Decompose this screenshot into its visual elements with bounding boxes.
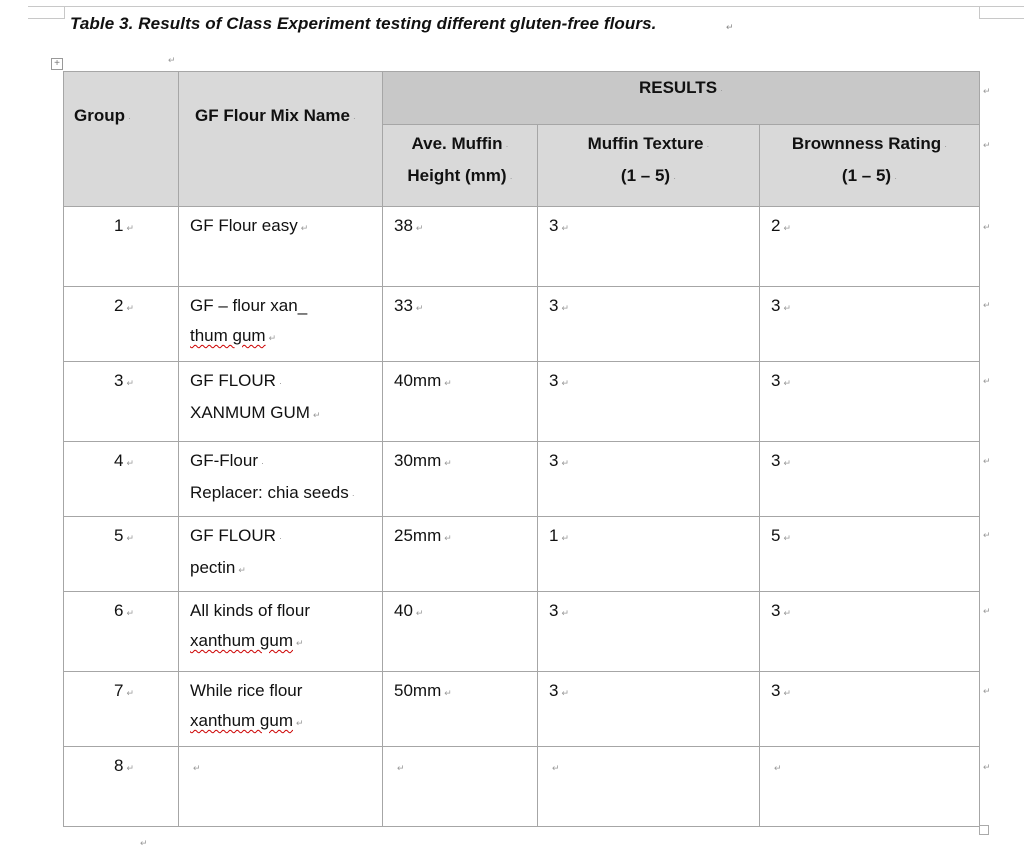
cell-height[interactable]: 38 ↵ bbox=[383, 207, 538, 287]
table-row bbox=[64, 592, 980, 672]
cell-texture-value: 3 bbox=[549, 216, 559, 235]
cell-group-value: 3 bbox=[113, 371, 124, 390]
cell-texture[interactable]: ↵ bbox=[538, 747, 760, 827]
row-end-mark-icon: ↵ bbox=[983, 762, 991, 772]
cell-name-line2: thum gum bbox=[190, 326, 266, 345]
cell-brownness[interactable]: 3 ↵ bbox=[760, 287, 980, 362]
cell-height[interactable]: 33 ↵ bbox=[383, 287, 538, 362]
header-group[interactable]: Group · bbox=[64, 72, 179, 207]
cell-group[interactable]: 6 ↵ bbox=[64, 592, 179, 672]
cell-name-line2: XANMUM GUM bbox=[190, 403, 310, 422]
cell-brownness-value: 3 bbox=[771, 681, 781, 700]
table-row bbox=[64, 207, 980, 287]
cell-name-line1: While rice flour bbox=[190, 681, 303, 700]
row-end-mark-icon: ↵ bbox=[983, 86, 991, 96]
header-texture[interactable]: Muffin Texture · (1 – 5) · bbox=[538, 125, 760, 207]
cell-texture-value: 3 bbox=[549, 451, 559, 470]
cell-name-line2: xanthum gum bbox=[190, 631, 293, 650]
table-resize-handle-icon[interactable] bbox=[979, 825, 989, 835]
cell-flour-name[interactable]: ↵ bbox=[179, 747, 383, 827]
table-row bbox=[64, 287, 980, 362]
cell-brownness-value: 2 bbox=[771, 216, 781, 235]
row-end-mark-icon: ↵ bbox=[983, 222, 991, 232]
cell-height[interactable]: 40mm ↵ bbox=[383, 362, 538, 442]
row-end-mark-icon: ↵ bbox=[983, 606, 991, 616]
cell-brownness[interactable]: 3 ↵ bbox=[760, 362, 980, 442]
header-group-label: Group bbox=[74, 106, 125, 125]
header-height[interactable]: Ave. Muffin · Height (mm) · bbox=[383, 125, 538, 207]
header-flour-name-label: GF Flour Mix Name bbox=[195, 106, 350, 125]
table-move-handle-icon[interactable]: + bbox=[51, 58, 63, 70]
cell-texture-value: 3 bbox=[549, 296, 559, 315]
paragraph-mark-icon: ↵ bbox=[140, 838, 148, 848]
cell-texture-value: 3 bbox=[549, 371, 559, 390]
header-height-line1: Ave. Muffin bbox=[411, 134, 503, 153]
cell-name-line1: GF Flour easy bbox=[190, 216, 298, 235]
cell-height[interactable]: 25mm ↵ bbox=[383, 517, 538, 592]
cell-group[interactable]: 8 ↵ bbox=[64, 747, 179, 827]
cell-height[interactable]: 30mm ↵ bbox=[383, 442, 538, 517]
paragraph-mark-icon: ↵ bbox=[168, 55, 176, 65]
cell-brownness[interactable]: 2 ↵ bbox=[760, 207, 980, 287]
header-height-line2: Height (mm) bbox=[407, 166, 507, 185]
cell-brownness-value: 3 bbox=[771, 296, 781, 315]
header-texture-line1: Muffin Texture bbox=[587, 134, 704, 153]
cell-height-value: 38 bbox=[394, 216, 413, 235]
cell-group[interactable]: 3 ↵ bbox=[64, 362, 179, 442]
table-row bbox=[64, 672, 980, 747]
cell-texture-value: 3 bbox=[549, 681, 559, 700]
cell-texture[interactable]: 1 ↵ bbox=[538, 517, 760, 592]
cell-name-line1: GF-Flour bbox=[190, 451, 258, 470]
cell-group-value: 8 bbox=[113, 756, 124, 775]
cell-flour-name[interactable]: GF-Flour · Replacer: chia seeds · bbox=[179, 442, 383, 517]
cell-texture[interactable]: 3 ↵ bbox=[538, 287, 760, 362]
cell-height-value: 50mm bbox=[394, 681, 442, 700]
cell-texture-value: 3 bbox=[549, 601, 559, 620]
cell-name-line2: pectin bbox=[190, 558, 236, 577]
margin-corner-left bbox=[28, 6, 65, 19]
cell-name-line2: Replacer: chia seeds bbox=[190, 483, 349, 502]
cell-brownness[interactable]: ↵ bbox=[760, 747, 980, 827]
cell-name-line1: GF FLOUR bbox=[190, 526, 276, 545]
table-caption[interactable] bbox=[70, 14, 656, 34]
cell-brownness-value: 3 bbox=[771, 451, 781, 470]
cell-texture[interactable]: 3 ↵ bbox=[538, 672, 760, 747]
cell-brownness[interactable]: 3 ↵ bbox=[760, 592, 980, 672]
cell-texture[interactable]: 3 ↵ bbox=[538, 207, 760, 287]
header-results[interactable]: RESULTS · bbox=[383, 72, 980, 125]
header-row-top bbox=[64, 72, 980, 125]
cell-group[interactable]: 1 ↵ bbox=[64, 207, 179, 287]
row-end-mark-icon: ↵ bbox=[983, 140, 991, 150]
cell-group-value: 4 bbox=[113, 451, 124, 470]
cell-name-line1: All kinds of flour bbox=[190, 601, 310, 620]
row-end-mark-icon: ↵ bbox=[983, 376, 991, 386]
cell-brownness-value: 5 bbox=[771, 526, 781, 545]
caption-text: Table 3. Results of Class Experiment testing different gluten-free flours. bbox=[70, 14, 657, 33]
cell-name-line1: GF FLOUR bbox=[190, 371, 276, 390]
page-top-rule bbox=[28, 6, 1024, 7]
cell-height-value: 40 bbox=[394, 601, 413, 620]
row-end-mark-icon: ↵ bbox=[983, 530, 991, 540]
header-brownness-line2: (1 – 5) bbox=[841, 166, 892, 185]
cell-name-line1: GF – flour xan_ bbox=[190, 296, 308, 315]
header-texture-line2: (1 – 5) bbox=[620, 166, 671, 185]
cell-height-value: 30mm bbox=[394, 451, 442, 470]
results-table[interactable] bbox=[63, 71, 980, 827]
cell-group-value: 5 bbox=[113, 526, 124, 545]
cell-flour-name[interactable]: GF FLOUR · pectin ↵ bbox=[179, 517, 383, 592]
cell-flour-name[interactable]: While rice flour xanthum gum ↵ bbox=[179, 672, 383, 747]
cell-brownness-value: 3 bbox=[771, 371, 781, 390]
caption-paragraph-mark: ↵ bbox=[726, 22, 734, 32]
cell-height-value: 33 bbox=[394, 296, 413, 315]
cell-group-value: 6 bbox=[113, 601, 124, 620]
cell-height[interactable]: ↵ bbox=[383, 747, 538, 827]
cell-group-value: 1 bbox=[113, 216, 124, 235]
cell-name-line2: xanthum gum bbox=[190, 711, 293, 730]
cell-group[interactable]: 7 ↵ bbox=[64, 672, 179, 747]
cell-texture[interactable]: 3 ↵ bbox=[538, 442, 760, 517]
cell-group[interactable]: 2 ↵ bbox=[64, 287, 179, 362]
cell-group[interactable]: 4 ↵ bbox=[64, 442, 179, 517]
header-flour-name[interactable]: GF Flour Mix Name · bbox=[179, 72, 383, 207]
table-row bbox=[64, 747, 980, 827]
cell-group-value: 7 bbox=[113, 681, 124, 700]
header-brownness[interactable]: Brownness Rating · (1 – 5) · bbox=[760, 125, 980, 207]
cell-brownness-value: 3 bbox=[771, 601, 781, 620]
cell-flour-name[interactable]: All kinds of flour xanthum gum ↵ bbox=[179, 592, 383, 672]
cell-texture[interactable]: 3 ↵ bbox=[538, 362, 760, 442]
cell-texture[interactable]: 3 ↵ bbox=[538, 592, 760, 672]
cell-height-value: 25mm bbox=[394, 526, 442, 545]
cell-flour-name[interactable]: GF – flour xan_ thum gum ↵ bbox=[179, 287, 383, 362]
cell-height[interactable]: 40 ↵ bbox=[383, 592, 538, 672]
header-brownness-line1: Brownness Rating bbox=[791, 134, 942, 153]
cell-texture-value: 1 bbox=[549, 526, 559, 545]
header-results-label: RESULTS bbox=[638, 78, 718, 97]
cell-height[interactable]: 50mm ↵ bbox=[383, 672, 538, 747]
cell-brownness[interactable]: 3 ↵ bbox=[760, 672, 980, 747]
cell-flour-name[interactable]: GF FLOUR · XANMUM GUM ↵ bbox=[179, 362, 383, 442]
cell-height-value: 40mm bbox=[394, 371, 442, 390]
cell-group-value: 2 bbox=[113, 296, 124, 315]
row-end-mark-icon: ↵ bbox=[983, 686, 991, 696]
row-end-mark-icon: ↵ bbox=[983, 300, 991, 310]
row-end-mark-icon: ↵ bbox=[983, 456, 991, 466]
cell-brownness[interactable]: 5 ↵ bbox=[760, 517, 980, 592]
margin-corner-right bbox=[979, 6, 1024, 19]
cell-group[interactable]: 5 ↵ bbox=[64, 517, 179, 592]
cell-flour-name[interactable]: GF Flour easy ↵ bbox=[179, 207, 383, 287]
table-row bbox=[64, 442, 980, 517]
cell-brownness[interactable]: 3 ↵ bbox=[760, 442, 980, 517]
table-row bbox=[64, 517, 980, 592]
table-row bbox=[64, 362, 980, 442]
